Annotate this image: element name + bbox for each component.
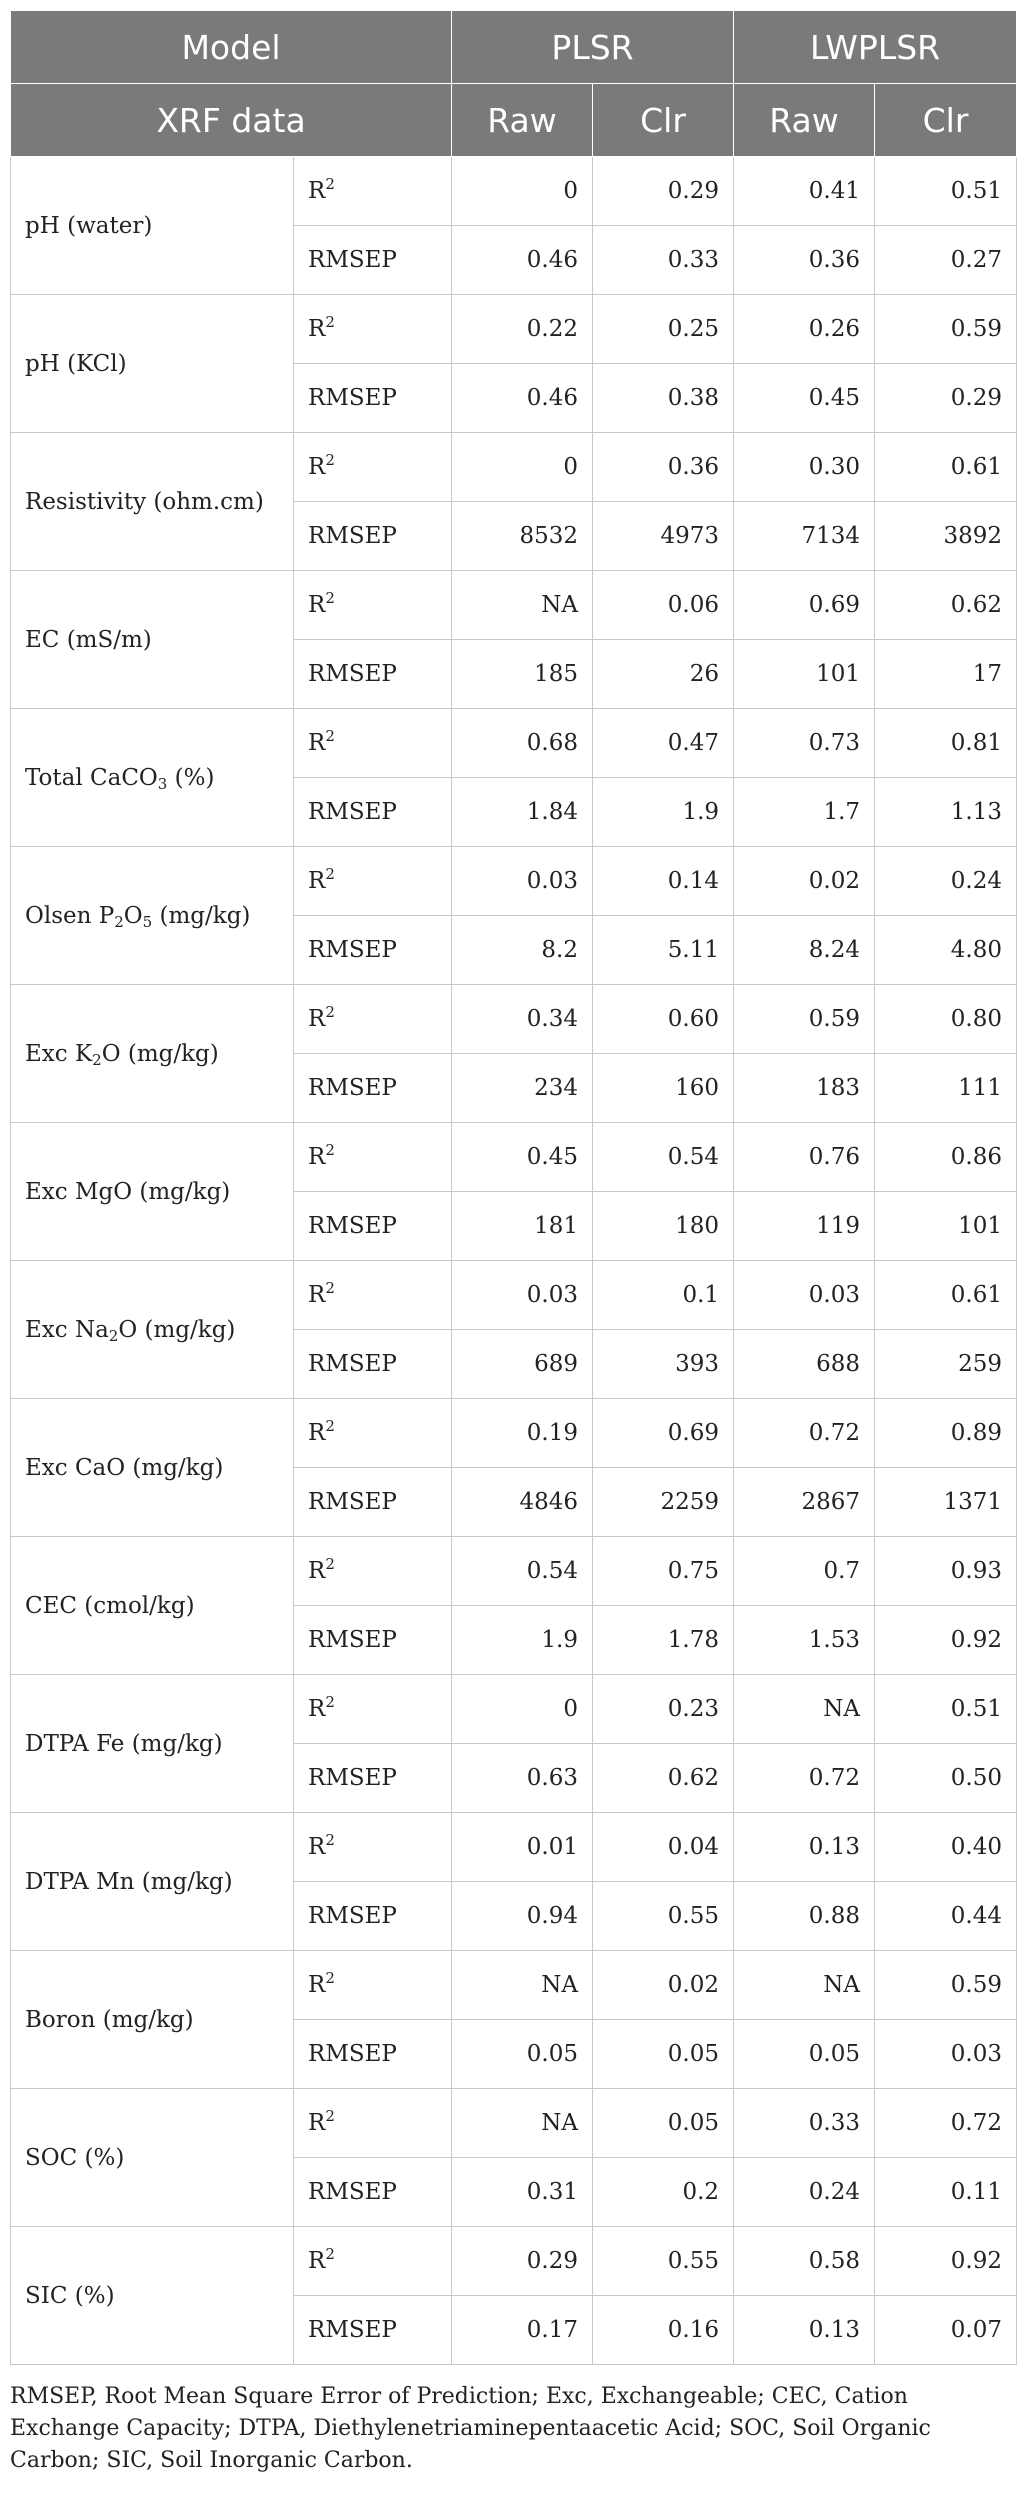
- metric-rmsep: RMSEP: [294, 916, 452, 985]
- metric-r2-base: R: [308, 2110, 326, 2136]
- cell-r2: 0.29: [452, 2227, 593, 2296]
- cell-r2: 0.03: [452, 1261, 593, 1330]
- cell-r2: 0.14: [593, 847, 734, 916]
- cell-rmsep: 0.55: [593, 1882, 734, 1951]
- metric-rmsep: RMSEP: [294, 2296, 452, 2365]
- cell-r2: 0.30: [734, 433, 875, 502]
- metric-r2: [294, 1813, 452, 1882]
- cell-rmsep: 1.84: [452, 778, 593, 847]
- cell-r2: 0.72: [875, 2089, 1017, 2158]
- metric-rmsep: RMSEP: [294, 2020, 452, 2089]
- cell-rmsep: 689: [452, 1330, 593, 1399]
- metric-r2-base: R: [308, 1972, 326, 1998]
- metric-r2-sup: 2: [325, 1417, 335, 1435]
- metric-r2-sup: 2: [325, 2107, 335, 2125]
- property-text-pre: Total CaCO: [25, 764, 158, 791]
- cell-rmsep: 0.05: [452, 2020, 593, 2089]
- cell-rmsep: 2867: [734, 1468, 875, 1537]
- cell-r2: 0.24: [875, 847, 1017, 916]
- metric-r2-base: R: [308, 178, 326, 204]
- cell-rmsep: 0.07: [875, 2296, 1017, 2365]
- table-row-r2: [11, 1261, 1017, 1330]
- cell-r2: 0.47: [593, 709, 734, 778]
- header-lwplsr-clr: Clr: [875, 84, 1017, 157]
- cell-rmsep: 1.9: [452, 1606, 593, 1675]
- property-text-post: O (mg/kg): [118, 1316, 236, 1343]
- cell-rmsep: 1.9: [593, 778, 734, 847]
- cell-rmsep: 180: [593, 1192, 734, 1261]
- cell-r2: 0.13: [734, 1813, 875, 1882]
- metric-r2-sup: 2: [325, 1831, 335, 1849]
- cell-rmsep: 234: [452, 1054, 593, 1123]
- property-text-pre: Exc K: [25, 1040, 93, 1067]
- metric-r2: [294, 985, 452, 1054]
- metric-r2: [294, 1951, 452, 2020]
- cell-rmsep: 5.11: [593, 916, 734, 985]
- property-text-post: O (mg/kg): [101, 1040, 219, 1067]
- cell-r2: 0.58: [734, 2227, 875, 2296]
- cell-rmsep: 259: [875, 1330, 1017, 1399]
- cell-rmsep: 0.45: [734, 364, 875, 433]
- table-row-r2: [11, 157, 1017, 226]
- cell-r2: 0.40: [875, 1813, 1017, 1882]
- metric-r2-base: R: [308, 592, 326, 618]
- property-label: [11, 571, 294, 709]
- cell-rmsep: 0.16: [593, 2296, 734, 2365]
- cell-rmsep: 0.36: [734, 226, 875, 295]
- cell-r2: 0.41: [734, 157, 875, 226]
- metric-r2-sup: 2: [325, 1969, 335, 1987]
- cell-rmsep: 160: [593, 1054, 734, 1123]
- cell-rmsep: 0.05: [734, 2020, 875, 2089]
- cell-r2: 0.1: [593, 1261, 734, 1330]
- cell-r2: 0.59: [734, 985, 875, 1054]
- metric-r2-base: R: [308, 1696, 326, 1722]
- cell-r2: 0: [452, 157, 593, 226]
- table-row-r2: [11, 2227, 1017, 2296]
- cell-r2: 0.59: [875, 1951, 1017, 2020]
- cell-rmsep: 0.62: [593, 1744, 734, 1813]
- cell-r2: 0.75: [593, 1537, 734, 1606]
- cell-r2: 0.55: [593, 2227, 734, 2296]
- table-row-r2: [11, 1951, 1017, 2020]
- cell-r2: 0.02: [734, 847, 875, 916]
- cell-rmsep: 8.24: [734, 916, 875, 985]
- cell-rmsep: 0.46: [452, 364, 593, 433]
- property-text-sub: 2: [92, 1050, 102, 1069]
- cell-rmsep: 0.50: [875, 1744, 1017, 1813]
- metric-r2-sup: 2: [325, 451, 335, 469]
- cell-r2: 0.54: [593, 1123, 734, 1192]
- cell-r2: 0.19: [452, 1399, 593, 1468]
- cell-r2: 0.02: [593, 1951, 734, 2020]
- property-text-pre: Exc CaO (mg/kg): [25, 1454, 224, 1481]
- cell-rmsep: 3892: [875, 502, 1017, 571]
- cell-r2: 0.54: [452, 1537, 593, 1606]
- property-text-pre: DTPA Fe (mg/kg): [25, 1730, 223, 1757]
- metric-r2-sup: 2: [325, 1693, 335, 1711]
- property-text-post2: (mg/kg): [152, 902, 251, 929]
- property-label: [11, 2227, 294, 2365]
- cell-r2: 0.76: [734, 1123, 875, 1192]
- cell-rmsep: 0.13: [734, 2296, 875, 2365]
- cell-r2: 0.01: [452, 1813, 593, 1882]
- cell-r2: 0.86: [875, 1123, 1017, 1192]
- header-lwplsr-raw: Raw: [734, 84, 875, 157]
- header-model: Model: [11, 11, 452, 84]
- cell-r2: 0.80: [875, 985, 1017, 1054]
- cell-rmsep: 0.88: [734, 1882, 875, 1951]
- cell-rmsep: 0.2: [593, 2158, 734, 2227]
- property-label: [11, 1399, 294, 1537]
- cell-rmsep: 7134: [734, 502, 875, 571]
- cell-r2: 0.34: [452, 985, 593, 1054]
- metric-rmsep: RMSEP: [294, 778, 452, 847]
- metric-r2-sup: 2: [325, 727, 335, 745]
- metric-r2-sup: 2: [325, 865, 335, 883]
- metric-r2-base: R: [308, 1282, 326, 1308]
- table-row-r2: [11, 433, 1017, 502]
- metric-r2-base: R: [308, 454, 326, 480]
- property-text-sub2: 5: [142, 912, 153, 931]
- cell-rmsep: 1.53: [734, 1606, 875, 1675]
- cell-r2: 0.26: [734, 295, 875, 364]
- cell-rmsep: 0.63: [452, 1744, 593, 1813]
- cell-r2: 0.73: [734, 709, 875, 778]
- cell-rmsep: 0.94: [452, 1882, 593, 1951]
- cell-r2: 0.25: [593, 295, 734, 364]
- metric-rmsep: RMSEP: [294, 640, 452, 709]
- cell-r2: 0.36: [593, 433, 734, 502]
- cell-rmsep: 4.80: [875, 916, 1017, 985]
- cell-rmsep: 1371: [875, 1468, 1017, 1537]
- property-text-pre: EC (mS/m): [25, 626, 152, 653]
- cell-r2: 0.68: [452, 709, 593, 778]
- cell-r2: 0.29: [593, 157, 734, 226]
- header-row-model: [11, 11, 1017, 84]
- table-row-r2: [11, 709, 1017, 778]
- metric-rmsep: RMSEP: [294, 226, 452, 295]
- cell-rmsep: 0.05: [593, 2020, 734, 2089]
- metric-rmsep: RMSEP: [294, 2158, 452, 2227]
- metric-rmsep: RMSEP: [294, 1744, 452, 1813]
- table-row-r2: [11, 847, 1017, 916]
- metric-r2: [294, 1675, 452, 1744]
- table-row-r2: [11, 1399, 1017, 1468]
- cell-rmsep: 0.72: [734, 1744, 875, 1813]
- cell-rmsep: 1.78: [593, 1606, 734, 1675]
- cell-r2: 0.05: [593, 2089, 734, 2158]
- property-label: [11, 1675, 294, 1813]
- cell-rmsep: 4973: [593, 502, 734, 571]
- metric-rmsep: RMSEP: [294, 1468, 452, 1537]
- table-row-r2: [11, 295, 1017, 364]
- cell-rmsep: 181: [452, 1192, 593, 1261]
- cell-r2: 0.22: [452, 295, 593, 364]
- cell-r2: NA: [452, 1951, 593, 2020]
- cell-rmsep: 8532: [452, 502, 593, 571]
- cell-rmsep: 393: [593, 1330, 734, 1399]
- cell-r2: NA: [734, 1675, 875, 1744]
- table-footnote: RMSEP, Root Mean Square Error of Prediction; Exc, Exchangeable; CEC, Cation Exchange Capacity; DTPA, Diethylenetriaminepentaacetic Acid; SOC, Soil Organic Carbon; SIC, Soil Inorganic Carbon.: [10, 2384, 931, 2473]
- cell-r2: 0.59: [875, 295, 1017, 364]
- cell-r2: NA: [452, 2089, 593, 2158]
- cell-r2: 0: [452, 1675, 593, 1744]
- table-body: [11, 157, 1017, 2365]
- metric-r2: [294, 847, 452, 916]
- header-lwplsr: LWPLSR: [734, 11, 1017, 84]
- property-label: [11, 847, 294, 985]
- metric-r2: [294, 709, 452, 778]
- property-label: [11, 1123, 294, 1261]
- property-text-pre: pH (KCl): [25, 350, 127, 377]
- cell-rmsep: 185: [452, 640, 593, 709]
- cell-r2: 0.93: [875, 1537, 1017, 1606]
- metric-r2-sup: 2: [325, 175, 335, 193]
- cell-r2: 0.69: [593, 1399, 734, 1468]
- metric-r2-base: R: [308, 1558, 326, 1584]
- table-row-r2: [11, 985, 1017, 1054]
- cell-rmsep: 0.03: [875, 2020, 1017, 2089]
- metric-r2: [294, 157, 452, 226]
- metric-r2: [294, 433, 452, 502]
- property-text-pre: Boron (mg/kg): [25, 2006, 194, 2033]
- table-row-r2: [11, 1537, 1017, 1606]
- cell-rmsep: 119: [734, 1192, 875, 1261]
- cell-r2: 0.23: [593, 1675, 734, 1744]
- metric-r2-sup: 2: [325, 1555, 335, 1573]
- cell-rmsep: 0.29: [875, 364, 1017, 433]
- property-text-pre: Olsen P: [25, 902, 115, 929]
- metric-r2: [294, 1261, 452, 1330]
- cell-rmsep: 0.38: [593, 364, 734, 433]
- metric-rmsep: RMSEP: [294, 1606, 452, 1675]
- cell-r2: 0: [452, 433, 593, 502]
- cell-rmsep: 111: [875, 1054, 1017, 1123]
- metric-r2-sup: 2: [325, 313, 335, 331]
- cell-r2: 0.45: [452, 1123, 593, 1192]
- property-text-post: O: [123, 902, 143, 929]
- cell-rmsep: 101: [875, 1192, 1017, 1261]
- cell-r2: 0.61: [875, 433, 1017, 502]
- property-text-sub: 2: [108, 1326, 119, 1345]
- metric-r2-sup: 2: [325, 1003, 335, 1021]
- cell-rmsep: 0.27: [875, 226, 1017, 295]
- metric-r2: [294, 571, 452, 640]
- cell-rmsep: 0.31: [452, 2158, 593, 2227]
- cell-rmsep: 0.44: [875, 1882, 1017, 1951]
- cell-r2: 0.69: [734, 571, 875, 640]
- cell-rmsep: 0.33: [593, 226, 734, 295]
- metric-r2-sup: 2: [325, 1279, 335, 1297]
- property-text-pre: DTPA Mn (mg/kg): [25, 1868, 233, 1895]
- header-plsr: PLSR: [452, 11, 734, 84]
- header-xrf-data: XRF data: [11, 84, 452, 157]
- metric-r2: [294, 2227, 452, 2296]
- property-text-pre: Exc MgO (mg/kg): [25, 1178, 231, 1205]
- table-container: [10, 10, 1016, 2477]
- cell-r2: 0.72: [734, 1399, 875, 1468]
- property-text-sub: 3: [157, 774, 168, 793]
- cell-rmsep: 0.46: [452, 226, 593, 295]
- property-text-pre: SOC (%): [25, 2144, 125, 2171]
- cell-rmsep: 0.11: [875, 2158, 1017, 2227]
- cell-r2: 0.60: [593, 985, 734, 1054]
- property-label: [11, 1951, 294, 2089]
- cell-r2: 0.61: [875, 1261, 1017, 1330]
- cell-rmsep: 183: [734, 1054, 875, 1123]
- property-label: [11, 433, 294, 571]
- cell-rmsep: 688: [734, 1330, 875, 1399]
- header-row-data: [11, 84, 1017, 157]
- property-label: [11, 985, 294, 1123]
- cell-rmsep: 8.2: [452, 916, 593, 985]
- cell-r2: 0.92: [875, 2227, 1017, 2296]
- metric-r2-base: R: [308, 2248, 326, 2274]
- property-label: [11, 295, 294, 433]
- cell-r2: 0.03: [734, 1261, 875, 1330]
- metric-r2-base: R: [308, 868, 326, 894]
- table-row-r2: [11, 1123, 1017, 1192]
- cell-rmsep: 1.7: [734, 778, 875, 847]
- metric-rmsep: RMSEP: [294, 1330, 452, 1399]
- metric-r2-sup: 2: [325, 589, 335, 607]
- metric-r2-sup: 2: [325, 2245, 335, 2263]
- property-label: [11, 1537, 294, 1675]
- cell-r2: 0.03: [452, 847, 593, 916]
- cell-r2: NA: [734, 1951, 875, 2020]
- property-label: [11, 1261, 294, 1399]
- metric-rmsep: RMSEP: [294, 1192, 452, 1261]
- metric-r2-base: R: [308, 1144, 326, 1170]
- property-text-pre: Resistivity (ohm.cm): [25, 488, 264, 515]
- metric-r2: [294, 1537, 452, 1606]
- cell-r2: NA: [452, 571, 593, 640]
- cell-r2: 0.51: [875, 1675, 1017, 1744]
- metric-r2-base: R: [308, 1834, 326, 1860]
- results-table: [10, 10, 1017, 2365]
- metric-r2-base: R: [308, 316, 326, 342]
- table-row-r2: [11, 2089, 1017, 2158]
- cell-r2: 0.89: [875, 1399, 1017, 1468]
- cell-r2: 0.04: [593, 1813, 734, 1882]
- cell-r2: 0.51: [875, 157, 1017, 226]
- property-label: [11, 709, 294, 847]
- metric-rmsep: RMSEP: [294, 502, 452, 571]
- cell-r2: 0.81: [875, 709, 1017, 778]
- cell-rmsep: 17: [875, 640, 1017, 709]
- metric-r2: [294, 295, 452, 364]
- cell-rmsep: 0.24: [734, 2158, 875, 2227]
- table-header: [11, 11, 1017, 157]
- metric-r2-base: R: [308, 730, 326, 756]
- table-row-r2: [11, 1813, 1017, 1882]
- cell-rmsep: 2259: [593, 1468, 734, 1537]
- property-label: [11, 1813, 294, 1951]
- cell-r2: 0.7: [734, 1537, 875, 1606]
- cell-rmsep: 0.17: [452, 2296, 593, 2365]
- header-plsr-raw: Raw: [452, 84, 593, 157]
- metric-r2-base: R: [308, 1006, 326, 1032]
- metric-rmsep: RMSEP: [294, 1054, 452, 1123]
- table-row-r2: [11, 1675, 1017, 1744]
- cell-rmsep: 26: [593, 640, 734, 709]
- cell-rmsep: 1.13: [875, 778, 1017, 847]
- property-label: [11, 157, 294, 295]
- cell-r2: 0.62: [875, 571, 1017, 640]
- property-text-post: (%): [167, 764, 215, 791]
- property-label: [11, 2089, 294, 2227]
- metric-r2-base: R: [308, 1420, 326, 1446]
- property-text-pre: CEC (cmol/kg): [25, 1592, 195, 1619]
- header-plsr-clr: Clr: [593, 84, 734, 157]
- metric-r2-sup: 2: [325, 1141, 335, 1159]
- property-text-pre: SIC (%): [25, 2282, 115, 2309]
- metric-rmsep: RMSEP: [294, 364, 452, 433]
- metric-r2: [294, 1123, 452, 1192]
- property-text-pre: Exc Na: [25, 1316, 109, 1343]
- cell-rmsep: 4846: [452, 1468, 593, 1537]
- cell-r2: 0.06: [593, 571, 734, 640]
- cell-r2: 0.33: [734, 2089, 875, 2158]
- cell-rmsep: 0.92: [875, 1606, 1017, 1675]
- property-text-sub: 2: [114, 912, 124, 931]
- table-row-r2: [11, 571, 1017, 640]
- cell-rmsep: 101: [734, 640, 875, 709]
- metric-rmsep: RMSEP: [294, 1882, 452, 1951]
- metric-r2: [294, 1399, 452, 1468]
- property-text-pre: pH (water): [25, 212, 153, 239]
- metric-r2: [294, 2089, 452, 2158]
